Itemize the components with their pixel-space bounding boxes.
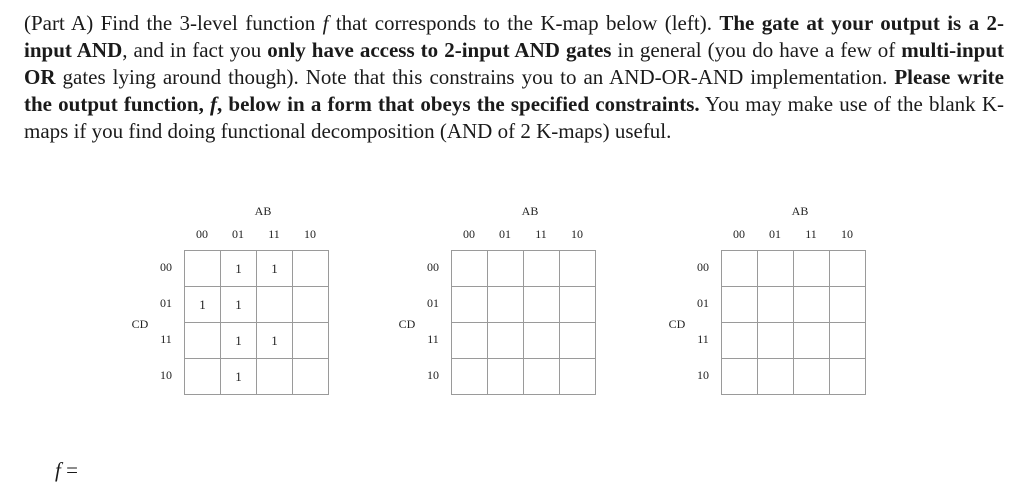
kmap-col-header: 00 — [463, 227, 475, 241]
kmap-cell — [293, 323, 329, 359]
kmap-row — [452, 323, 596, 359]
kmap-cell[interactable] — [722, 251, 758, 287]
kmap-ab-label: AB — [521, 204, 539, 218]
kmap-row-header: 10 — [697, 368, 709, 382]
kmap-col-header: 10 — [571, 227, 583, 241]
kmap-cell: 1 — [221, 251, 257, 287]
kmap-cell[interactable] — [452, 323, 488, 359]
kmap-cd-label: CD — [131, 317, 149, 331]
answer-line[interactable] — [55, 457, 78, 483]
kmap-col-header: 00 — [196, 227, 208, 241]
kmap-cell: 1 — [221, 359, 257, 395]
kmap-grid — [184, 250, 329, 395]
kmap-cell — [293, 359, 329, 395]
kmap-cell[interactable] — [758, 359, 794, 395]
kmap-cell[interactable] — [452, 359, 488, 395]
kmap-row-header: 10 — [427, 368, 439, 382]
answer-equals: = — [60, 458, 78, 482]
kmap-row — [452, 359, 596, 395]
kmap-blank-2 — [665, 200, 965, 400]
kmap-cell[interactable] — [722, 323, 758, 359]
kmap-ab-label: AB — [791, 204, 809, 218]
kmap-cell — [293, 287, 329, 323]
kmap-cell: 1 — [221, 323, 257, 359]
kmap-cd-label: CD — [398, 317, 416, 331]
kmap-row-header: 00 — [160, 260, 172, 274]
kmap-row-header: 01 — [427, 296, 439, 310]
kmap-row-header: 00 — [427, 260, 439, 274]
kmap-row — [722, 251, 866, 287]
kmap-cell: 1 — [221, 287, 257, 323]
problem-text-6: You may make use of the blank K-maps if you find doing functional decomposition (AND of 2 K-maps) useful. — [24, 92, 1004, 143]
kmap-row — [722, 359, 866, 395]
kmap-cell[interactable] — [830, 251, 866, 287]
kmap-cell[interactable] — [722, 359, 758, 395]
problem-text-3: , and in fact you — [122, 38, 268, 62]
kmap-col-header: 01 — [232, 227, 244, 241]
kmap-row — [722, 287, 866, 323]
problem-text-4: in general (you do have a few of — [611, 38, 902, 62]
kmap-cell[interactable] — [488, 251, 524, 287]
kmap-row-header: 10 — [160, 368, 172, 382]
kmap-cell[interactable] — [830, 287, 866, 323]
answer-variable: f — [55, 458, 61, 482]
kmap-cd-label: CD — [668, 317, 686, 331]
emphasis-instruction: Please write the output function, f, below in a form that obeys the specified constraints. — [24, 65, 1004, 116]
kmap-col-header: 11 — [805, 227, 817, 241]
kmap-row — [185, 287, 329, 323]
kmap-cell — [185, 323, 221, 359]
kmap-col-header: 01 — [499, 227, 511, 241]
kmap-grid — [451, 250, 596, 395]
kmap-cell[interactable] — [758, 323, 794, 359]
kmap-row — [722, 323, 866, 359]
kmap-cell[interactable] — [758, 251, 794, 287]
kmap-cell[interactable] — [560, 359, 596, 395]
kmap-cell[interactable] — [758, 287, 794, 323]
kmap-row-header: 00 — [697, 260, 709, 274]
problem-statement — [24, 10, 1004, 145]
kmap-row-header: 11 — [160, 332, 172, 346]
kmap-grid — [721, 250, 866, 395]
kmap-col-header: 11 — [268, 227, 280, 241]
kmap-cell[interactable] — [722, 287, 758, 323]
kmap-col-header: 00 — [733, 227, 745, 241]
kmap-cell — [257, 287, 293, 323]
kmap-row-header: 01 — [160, 296, 172, 310]
kmap-cell[interactable] — [794, 287, 830, 323]
kmap-cell[interactable] — [560, 323, 596, 359]
kmap-row — [185, 323, 329, 359]
kmap-cell: 1 — [257, 323, 293, 359]
problem-text-1: (Part A) Find the 3-level function — [24, 11, 323, 35]
kmap-cell[interactable] — [830, 359, 866, 395]
emphasis-output-gate: The gate at your output is a 2-input AND — [24, 11, 1004, 62]
kmap-row — [185, 251, 329, 287]
kmap-cell[interactable] — [830, 323, 866, 359]
kmap-given — [128, 200, 428, 400]
kmap-row — [452, 251, 596, 287]
kmap-cell[interactable] — [560, 287, 596, 323]
kmap-cell[interactable] — [524, 323, 560, 359]
kmap-cell: 1 — [257, 251, 293, 287]
kmap-blank-1 — [395, 200, 695, 400]
kmap-ab-label: AB — [254, 204, 272, 218]
emphasis-and-gates: only have access to 2-input AND gates — [267, 38, 612, 62]
kmap-cell: 1 — [185, 287, 221, 323]
kmap-cell[interactable] — [524, 287, 560, 323]
kmap-cell[interactable] — [488, 359, 524, 395]
kmap-cell — [257, 359, 293, 395]
problem-text-5: gates lying around though). Note that this constrains you to an AND-OR-AND implementation. — [55, 65, 895, 89]
kmap-row-header: 01 — [697, 296, 709, 310]
kmap-col-header: 10 — [841, 227, 853, 241]
kmap-cell[interactable] — [560, 251, 596, 287]
kmap-col-header: 11 — [535, 227, 547, 241]
kmap-cell — [185, 359, 221, 395]
emphasis-or-gates: multi-input OR — [24, 38, 1004, 89]
kmap-cell[interactable] — [488, 287, 524, 323]
kmap-cell[interactable] — [794, 359, 830, 395]
function-variable: f — [322, 11, 329, 35]
kmap-col-header: 01 — [769, 227, 781, 241]
kmap-col-header: 10 — [304, 227, 316, 241]
kmap-cell[interactable] — [794, 251, 830, 287]
kmap-cell — [185, 251, 221, 287]
kmap-row — [185, 359, 329, 395]
kmap-cell — [293, 251, 329, 287]
kmap-cell[interactable] — [452, 251, 488, 287]
kmap-cell[interactable] — [488, 323, 524, 359]
problem-text-2: that corresponds to the K-map below (left). — [328, 11, 720, 35]
kmap-row-header: 11 — [427, 332, 439, 346]
kmap-cell[interactable] — [794, 323, 830, 359]
kmap-row — [452, 287, 596, 323]
kmap-cell[interactable] — [524, 359, 560, 395]
kmap-row-header: 11 — [697, 332, 709, 346]
kmap-cell[interactable] — [524, 251, 560, 287]
kmap-cell[interactable] — [452, 287, 488, 323]
